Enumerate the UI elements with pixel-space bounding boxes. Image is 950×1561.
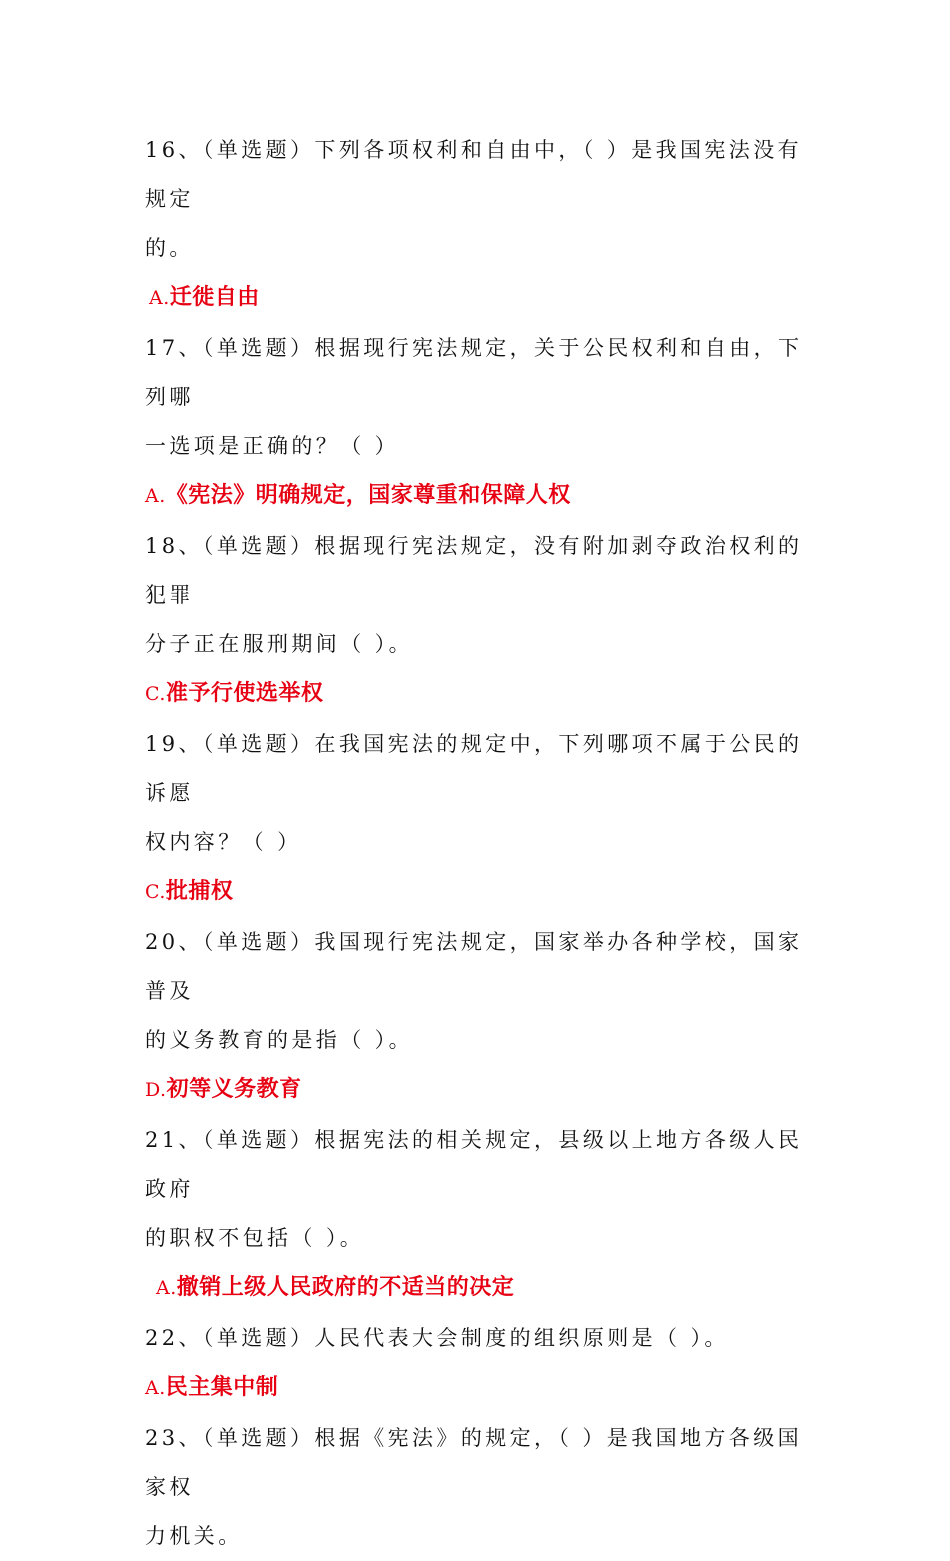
answer-text: 撤销上级人民政府的不适当的决定 xyxy=(176,1274,515,1300)
answer-text: 民主集中制 xyxy=(165,1374,279,1400)
question-text-line: 力机关。 xyxy=(145,1524,243,1548)
question-19 xyxy=(145,720,815,917)
question-text-line: 19、（单选题）在我国宪法的规定中，下列哪项不属于公民的诉愿 xyxy=(145,732,803,805)
question-text-line: 16、（单选题）下列各项权利和自由中，（ ）是我国宪法没有规定 xyxy=(145,138,802,211)
question-text-line: 21、（单选题）根据宪法的相关规定，县级以上地方各级人民政府 xyxy=(145,1128,803,1201)
answer xyxy=(145,273,815,323)
question-text-line: 分子正在服刑期间（ ）。 xyxy=(145,632,413,656)
answer-letter: A. xyxy=(156,1277,177,1299)
answer xyxy=(145,1363,815,1413)
answer xyxy=(145,1065,815,1115)
question-text-line: 的义务教育的是指（ ）。 xyxy=(145,1028,413,1052)
question-text-line: 权内容？（ ） xyxy=(145,830,302,854)
question-text-line: 20、（单选题）我国现行宪法规定，国家举办各种学校，国家普及 xyxy=(145,930,803,1003)
question-21 xyxy=(145,1116,815,1313)
answer-letter: C. xyxy=(145,683,166,705)
answer-letter: D. xyxy=(145,1079,167,1101)
question-17 xyxy=(145,324,815,521)
answer xyxy=(145,1263,815,1313)
question-text-line: 的职权不包括（ ）。 xyxy=(145,1226,365,1250)
question-16 xyxy=(145,126,815,323)
question-text-line: 的。 xyxy=(145,236,194,260)
question-22 xyxy=(145,1314,815,1413)
answer-text: 准予行使选举权 xyxy=(165,680,324,706)
answer-text: 批捕权 xyxy=(165,878,234,904)
answer-text: 《宪法》明确规定，国家尊重和保障人权 xyxy=(165,482,571,508)
question-23 xyxy=(145,1414,815,1561)
question-text-line: 17、（单选题）根据现行宪法规定，关于公民权利和自由，下列哪 xyxy=(145,336,803,409)
question-text-line: 一选项是正确的？（ ） xyxy=(145,434,400,458)
answer-letter: A. xyxy=(149,287,170,309)
question-18 xyxy=(145,522,815,719)
answer-letter: A. xyxy=(145,1377,166,1399)
document-page xyxy=(145,126,815,1561)
question-text-line: 23、（单选题）根据《宪法》的规定，（ ）是我国地方各级国家权 xyxy=(145,1426,802,1499)
question-text-line: 18、（单选题）根据现行宪法规定，没有附加剥夺政治权利的犯罪 xyxy=(145,534,803,607)
answer-text: 初等义务教育 xyxy=(166,1076,302,1102)
answer-text: 迁徙自由 xyxy=(169,284,260,310)
question-20 xyxy=(145,918,815,1115)
answer xyxy=(145,867,815,917)
answer-letter: C. xyxy=(145,881,166,903)
answer-letter: A. xyxy=(145,485,166,507)
question-text-line: 22、（单选题）人民代表大会制度的组织原则是（ ）。 xyxy=(145,1326,729,1350)
answer xyxy=(145,669,815,719)
answer xyxy=(145,471,815,521)
